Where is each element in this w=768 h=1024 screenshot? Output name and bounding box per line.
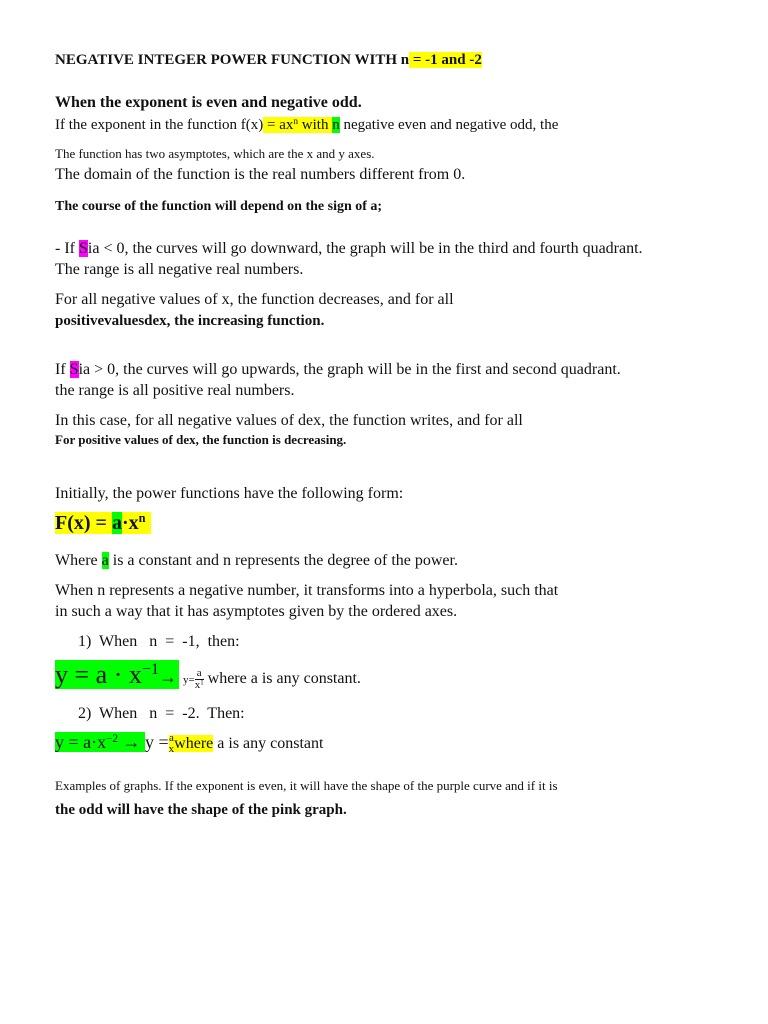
intro-formula: = ax (263, 117, 294, 133)
case-2-exponent: −2 (106, 732, 119, 745)
intro-text-end: negative even and negative odd, the (339, 117, 559, 133)
case-1-label: 1) When n = -1, then: (78, 633, 240, 650)
positive-values-bold: positivevaluesdex, the increasing function. (55, 313, 325, 329)
pos-values-bold: For positive values of dex, the function is decreasing. (55, 432, 347, 447)
positive-range-text: the range is all positive real numbers. (55, 382, 295, 399)
intro-with: with (298, 117, 333, 133)
case-2-y-eq: y = (145, 732, 169, 752)
pos-case-prefix: If (55, 361, 70, 378)
page-title (55, 52, 482, 69)
case-1-numerator: a (196, 666, 202, 679)
examples-text: Examples of graphs. If the exponent is even, it will have the shape of the purple curve and if it is (55, 778, 558, 793)
intro-text: If the exponent in the function f(x) (55, 117, 264, 133)
case-1-eq: y = a · x (55, 660, 142, 689)
neg-case-highlight: S (78, 240, 88, 257)
case-1-den-x: x (194, 678, 201, 691)
case-2-arrow: → (118, 732, 146, 752)
case-1-arrow: → (159, 667, 178, 687)
pos-case-text: ia > 0, the curves will go upwards, the graph will be in the first and second quadrant. (78, 361, 621, 378)
intro-line (55, 117, 558, 134)
case-1-den-exp: 1 (200, 679, 204, 687)
power-formula (55, 512, 151, 535)
case-2-equation (55, 732, 323, 755)
title-text: NEGATIVE INTEGER POWER FUNCTION WITH n (55, 52, 410, 68)
where-text (55, 552, 458, 570)
case-2-highlight (168, 732, 214, 756)
initially-text: Initially, the power functions have the following form: (55, 485, 404, 502)
pos-case-highlight: S (69, 361, 79, 378)
case-2-tail: a is any constant (213, 735, 324, 752)
case-1-main (55, 660, 179, 689)
case-2-main (55, 732, 145, 752)
case-2-where: where (174, 735, 214, 752)
negative-range-text: The range is all negative real numbers. (55, 261, 304, 278)
neg-case-text: ia < 0, the curves will go downward, the graph will be in the third and fourth quadrant. (87, 240, 643, 257)
case-2-numerator: a (168, 732, 174, 745)
where-prefix: Where (55, 552, 102, 569)
case-1-equation (55, 660, 361, 691)
intro-exponent: n (293, 116, 299, 127)
case-1-tail: where a is any constant. (203, 670, 361, 687)
case-2-label: 2) When n = -2. Then: (78, 705, 245, 722)
case-1-y-eq: y= (183, 674, 195, 686)
asymptotes-text: The function has two asymptotes, which are the x and y axes. (55, 146, 375, 161)
case-2-eq: y = a·x (55, 732, 107, 752)
pos-values-text: In this case, for all negative values of dex, the function writes, and for all (55, 412, 523, 429)
formula-a: a (111, 512, 122, 534)
course-text: The course of the function will depend on the sign of a; (55, 199, 383, 214)
case-1-exponent: −1 (141, 661, 160, 679)
formula-highlight (55, 512, 151, 534)
formula-exponent: n (138, 511, 146, 526)
formula-left: F(x) = (55, 512, 112, 534)
examples-bold: the odd will have the shape of the pink graph. (55, 802, 347, 818)
title-highlight: = -1 and -2 (409, 52, 482, 68)
where-rest: is a constant and n represents the degree of the power. (108, 552, 458, 569)
domain-text: The domain of the function is the real numbers different from 0. (55, 166, 466, 183)
neg-case-prefix: - If (55, 240, 79, 257)
hyperbola-line-1: When n represents a negative number, it transforms into a hyperbola, such that (55, 582, 559, 599)
section-heading: When the exponent is even and negative odd. (55, 94, 362, 111)
formula-x: ·x (121, 512, 139, 534)
intro-n-highlight: n (332, 117, 340, 133)
negative-case-line (55, 240, 643, 258)
hyperbola-line-2: in such a way that it has asymptotes given by the ordered axes. (55, 603, 458, 620)
negative-values-text: For all negative values of x, the function decreases, and for all (55, 291, 454, 308)
where-a: a (101, 552, 109, 569)
positive-case-line (55, 361, 621, 379)
intro-formula-highlight (263, 117, 332, 133)
case-2-denominator: x (168, 743, 175, 756)
case-1-fraction (195, 668, 204, 691)
case-1-denominator (195, 679, 204, 691)
